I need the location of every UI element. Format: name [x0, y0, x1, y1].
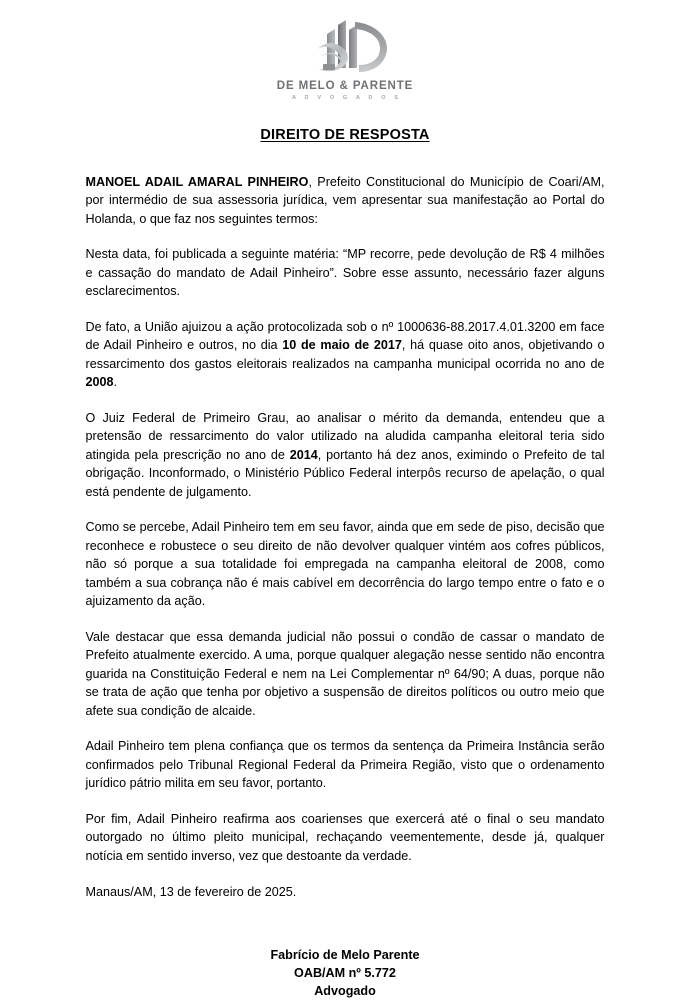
signatory-name: Fabrício de Melo Parente	[270, 947, 420, 962]
paragraph-4-part-a: O Juiz Federal de Primeiro Grau, ao analisar o mérito da demanda, entendeu que a pretensão de ressarcimento do valor utilizado na aludida campanha eleitoral teria sido atingida pela prescrição no ano de	[85, 410, 605, 462]
paragraph-7: Adail Pinheiro tem plena confiança que os termos da sentença da Primeira Instância serão confirmados pelo Tribunal Regional Federal da Primeira Região, visto que o ordenamento jurídico pátrio milita em seu favor, portanto.	[85, 739, 605, 791]
paragraph-8: Por fim, Adail Pinheiro reafirma aos coarienses que exercerá até o final o seu mandato outorgado no último pleito municipal, rechaçando veementemente, desde já, qualquer notícia em sentido inverso, vez que destoante da verdade.	[85, 811, 605, 863]
prescription-year: 2014	[289, 447, 318, 462]
firm-name: DE MELO & PARENTE	[276, 80, 414, 92]
campaign-year: 2008	[85, 375, 114, 390]
document-title: DIREITO DE RESPOSTA	[260, 127, 430, 144]
paragraph-1-text: , Prefeito Constitucional do Município de Coari/AM, por intermédio de sua assessoria jurídica, vem apresentar sua manifestação ao Portal do Holanda, o que faz nos seguintes termos:	[85, 174, 605, 226]
date-line: Manaus/AM, 13 de fevereiro de 2025.	[85, 885, 297, 900]
document-body	[86, 153, 605, 1001]
signature-block	[86, 946, 605, 1001]
paragraph-4-part-c: , portanto há dez anos, eximindo o Prefeito de tal obrigação. Inconformado, o Ministério Público Federal interpôs recurso de apelação, o qual está pendente de julgamento.	[85, 447, 605, 499]
signatory-registration: OAB/AM nº 5.772	[294, 966, 396, 981]
paragraph-3-part-a: De fato, a União ajuizou a ação protocolizada sob o nº 1000636-88.2017.4.01.3200 em face de Adail Pinheiro e outros, no dia	[85, 319, 605, 353]
letterhead	[0, 0, 690, 101]
paragraph-3-part-c: , há quase oito anos, objetivando o ressarcimento dos gastos eleitorais realizados na campanha municipal ocorrida no ano de	[85, 338, 605, 371]
paragraph-2: Nesta data, foi publicada a seguinte matéria: “MP recorre, pede devolução de R$ 4 milhões e cassação do mandato de Adail Pinheiro”. Sobre esse assunto, necessário fazer alguns esclarecimentos.	[85, 247, 605, 299]
filing-date: 10 de maio de 2017	[282, 338, 402, 353]
paragraph-3-part-e: .	[113, 375, 118, 390]
firm-subtitle: A D V O G A D O S	[291, 94, 402, 101]
party-name: MANOEL ADAIL AMARAL PINHEIRO	[85, 174, 309, 189]
signatory-role: Advogado	[314, 984, 376, 999]
paragraph-3	[86, 318, 605, 392]
law-firm-logo-icon	[297, 12, 393, 78]
paragraph-4	[86, 409, 605, 502]
paragraph-5: Como se percebe, Adail Pinheiro tem em seu favor, ainda que em sede de piso, decisão que reconhece e robustece o seu direito de não devolver qualquer vintém aos cofres públicos, não só porque a sua totalidade foi empregada na campanha eleitoral de 2008, como também a sua cobrança não é mais cabível em decorrência do largo tempo entre o fato e o ajuizamento da ação.	[85, 520, 605, 609]
paragraph-6: Vale destacar que essa demanda judicial não possui o condão de cassar o mandato de Prefeito atualmente exercido. A uma, porque qualquer alegação nesse sentido não encontra guarida na Constituição Federal e nem na Lei Complementar nº 64/90; A duas, porque não se trata de ação que tenha por objetivo a suspensão de direitos políticos ou outro meio que afete sua condição de alcaide.	[85, 629, 605, 718]
paragraph-1	[86, 173, 605, 229]
